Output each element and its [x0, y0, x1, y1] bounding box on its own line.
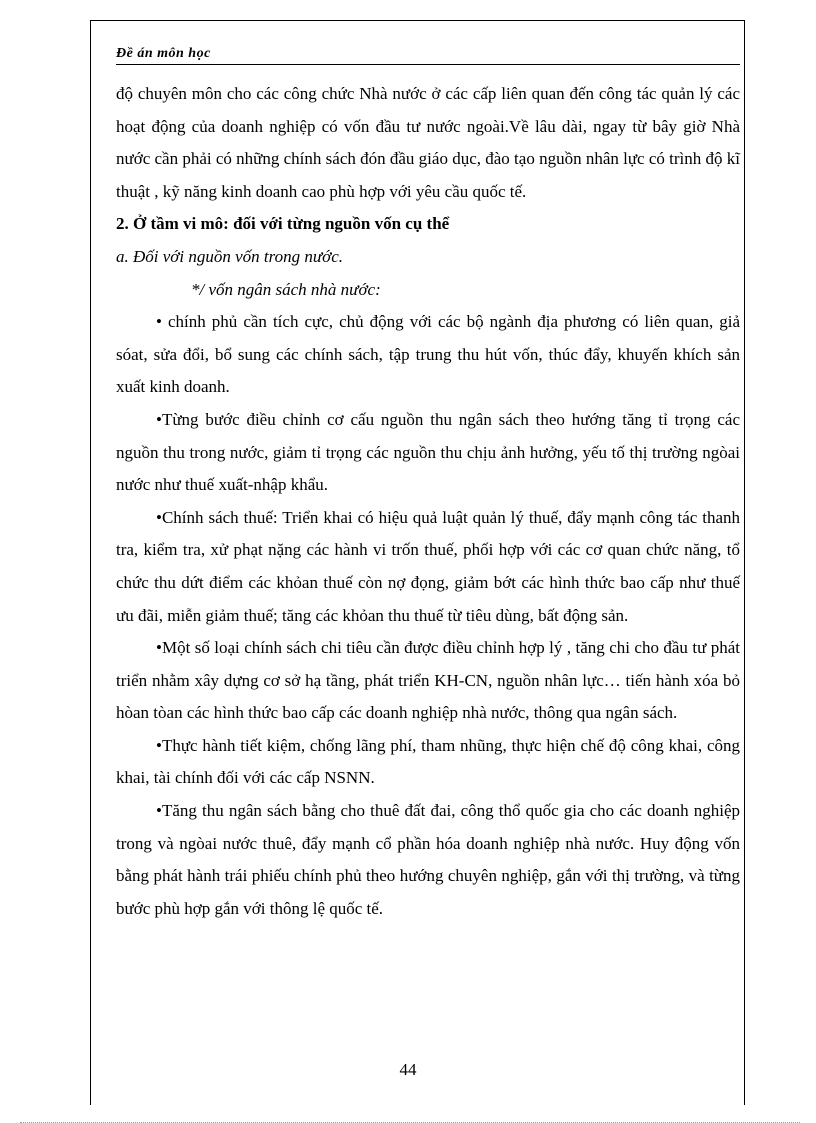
bullet-paragraph: •Tăng thu ngân sách bằng cho thuê đất đai, công thổ quốc gia cho các doanh nghiệp trong và ngòai nước thuê, đẩy mạnh cổ phần hóa doanh nghiệp nhà nước. Huy động vốn bằng phát hành trái phiếu chính phủ theo hướng chuyên nghiệp, gắn với thị trường, và từng bước phù hợp gắn với thông lệ quốc tế. [116, 801, 740, 918]
page-number: 44 [399, 1060, 417, 1079]
paragraph-intro: độ chuyên môn cho các công chức Nhà nước ở các cấp liên quan đến công tác quản lý các hoạt động của doanh nghiệp có vốn đầu tư nước ngoài.Về lâu dài, ngay từ bây giờ Nhà nước cần phải có những chính sách đón đầu giáo dục, đào tạo nguồn nhân lực có trình độ kĩ thuật , kỹ năng kinh doanh cao phù hợp với yêu cầu quốc tế. [116, 84, 740, 201]
subsection-heading: a. Đối với nguồn vốn trong nước. [116, 246, 343, 266]
bullet-paragraph: •Một số loại chính sách chi tiêu cần được điều chỉnh hợp lý , tăng chi cho đầu tư phát triển nhằm xây dựng cơ sở hạ tầng, phát triển KH-CN, nguồn nhân lực… tiến hành xóa bỏ hòan tòan các hình thức bao cấp các doanh nghiệp nhà nước, thông qua ngân sách. [116, 638, 740, 723]
page-header [116, 46, 740, 65]
subsubsection-heading: */ vốn ngân sách nhà nước: [191, 279, 381, 299]
document-body [116, 78, 740, 925]
header-title: Đề án môn học [116, 46, 211, 61]
bullet-paragraph: •Thực hành tiết kiệm, chống lãng phí, tham nhũng, thực hiện chế độ công khai, công khai, tài chính đối với các cấp NSNN. [116, 735, 740, 788]
bullet-paragraph: • chính phủ cần tích cực, chủ động với các bộ ngành địa phương có liên quan, giả sóat, sửa đổi, bổ sung các chính sách, tập trung thu hút vốn, thúc đẩy, khuyến khích sản xuất kinh doanh. [116, 312, 740, 397]
bullet-paragraph: •Từng bước điều chỉnh cơ cấu nguồn thu ngân sách theo hướng tăng tỉ trọng các nguồn thu trong nước, giảm tỉ trọng các nguồn thu chịu ảnh hưởng, yếu tố thị trường ngòai nước như thuế xuất-nhập khẩu. [116, 409, 740, 495]
bullet-paragraph: •Chính sách thuế: Triển khai có hiệu quả luật quản lý thuế, đẩy mạnh công tác thanh tra, kiểm tra, xử phạt nặng các hành vi trốn thuế, phối hợp với các cơ quan chức năng, tổ chức thu dứt điểm các khỏan thuế còn nợ đọng, giảm bớt các hình thức bao cấp như thuế ưu đãi, miễn giảm thuế; tăng các khỏan thu thuế từ tiêu dùng, bất động sản. [116, 507, 740, 625]
section-heading: 2. Ở tầm vi mô: đối với từng nguồn vốn cụ thể [116, 214, 450, 234]
